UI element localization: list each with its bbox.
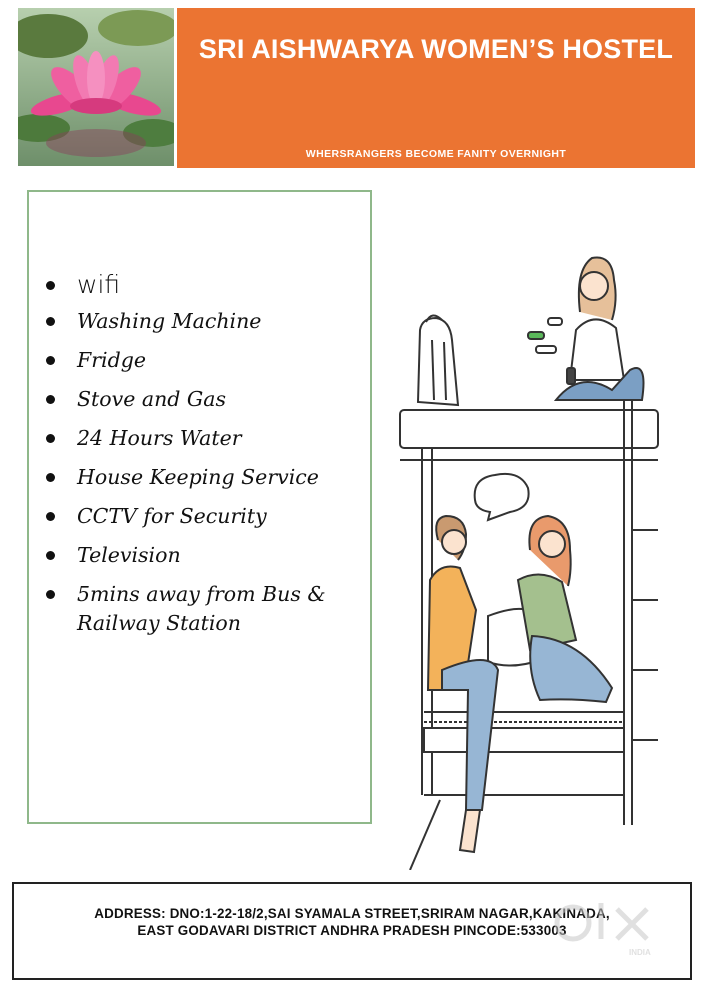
- amenity-item: wifi: [41, 270, 361, 299]
- bullet-icon: [46, 473, 55, 482]
- amenity-item: Television: [41, 541, 361, 570]
- amenities-list: [41, 270, 361, 648]
- olx-watermark: [551, 893, 671, 963]
- bullet-icon: [46, 281, 55, 290]
- address-line-1: ADDRESS: DNO:1-22-18/2,SAI SYAMALA STREET,SRIRAM NAGAR,KAKINADA,: [94, 906, 610, 921]
- amenity-item: 24 Hours Water: [41, 424, 361, 453]
- chat-bubbles-icon: [528, 318, 562, 353]
- lotus-photo: [18, 8, 174, 166]
- bullet-icon: [46, 551, 55, 560]
- amenity-item: 5mins away from Bus & Railway Station: [41, 580, 361, 638]
- bunk-bed-illustration: [380, 250, 670, 870]
- bullet-icon: [46, 512, 55, 521]
- bullet-icon: [46, 317, 55, 326]
- amenity-item: CCTV for Security: [41, 502, 361, 531]
- bullet-icon: [46, 356, 55, 365]
- tagline: WHERSRANGERS BECOME FANITY OVERNIGHT: [305, 148, 567, 160]
- hostel-title: SRI AISHWARYA WOMEN’S HOSTEL: [198, 34, 674, 64]
- address-line-2: EAST GODAVARI DISTRICT ANDHRA PRADESH PINCODE:533003: [137, 923, 567, 938]
- bullet-icon: [46, 434, 55, 443]
- amenity-item: Fridge: [41, 346, 361, 375]
- bullet-icon: [46, 395, 55, 404]
- bullet-icon: [46, 590, 55, 599]
- watermark-sub: INDIA: [629, 948, 651, 957]
- amenities-panel: [27, 190, 372, 824]
- amenity-item: House Keeping Service: [41, 463, 361, 492]
- amenity-item: Washing Machine: [41, 307, 361, 336]
- amenity-item: Stove and Gas: [41, 385, 361, 414]
- speech-bubble-icon: [475, 474, 529, 520]
- header-banner: [177, 8, 695, 168]
